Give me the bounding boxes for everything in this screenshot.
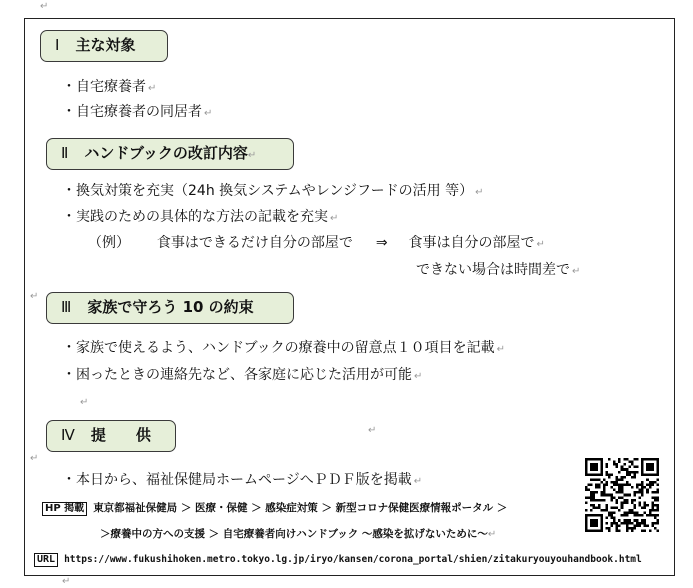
- section-numeral: Ⅳ: [61, 426, 75, 444]
- list-item: ・自宅療養者の同居者 ↵: [62, 104, 213, 120]
- section-numeral: Ⅲ: [61, 298, 72, 316]
- url-line: [34, 553, 642, 567]
- hp-tag: HP 掲載: [42, 502, 87, 516]
- hp-path-line-2: ＞療養中の方への支援 ＞ 自宅療養者向けハンドブック 〜感染を拡げないために〜↵: [100, 528, 497, 540]
- arrow-icon: ⇒: [375, 235, 388, 251]
- section-heading-3: [46, 292, 294, 324]
- paragraph-mark: ↵: [40, 1, 49, 12]
- url-tag: URL: [34, 553, 58, 567]
- qr-code-icon: [585, 458, 659, 532]
- section-numeral: Ⅱ: [61, 144, 69, 162]
- list-item: ・困ったときの連絡先など、各家庭に応じた活用が可能 ↵: [62, 367, 423, 383]
- section-heading-1: [40, 30, 168, 62]
- section-numeral: Ⅰ: [55, 36, 60, 54]
- example-after: 食事は自分の部屋で: [408, 235, 535, 251]
- list-item: ・家族で使えるよう、ハンドブックの療養中の留意点１０項目を記載 ↵: [62, 340, 505, 356]
- list-item: ・換気対策を充実（24h 換気システムやレンジフードの活用 等） ↵: [62, 183, 484, 199]
- paragraph-mark: ↵: [30, 453, 39, 464]
- list-item: ・実践のための具体的な方法の記載を充実 ↵: [62, 209, 339, 225]
- example-before: 食事はできるだけ自分の部屋で: [156, 235, 353, 251]
- paragraph-mark: ↵: [80, 397, 89, 408]
- section-heading-2: Ⅱ ハンドブックの改訂内容↵: [46, 138, 294, 170]
- section-heading-4: [46, 420, 176, 452]
- list-item: ・本日から、福祉保健局ホームページへＰＤＦ版を掲載 ↵: [62, 472, 423, 488]
- list-item: ・自宅療養者 ↵: [62, 79, 157, 95]
- section-title: 家族で守ろう 10 の約束: [87, 298, 254, 316]
- url-link[interactable]: https://www.fukushihoken.metro.tokyo.lg.jp/iryo/kansen/corona_portal/shien/zitakuryouyouhandbook.html: [64, 554, 642, 565]
- paragraph-mark: ↵: [30, 291, 39, 302]
- section-title: ハンドブックの改訂内容: [84, 144, 248, 162]
- paragraph-mark: ↵: [62, 576, 71, 587]
- section-title: 主な対象: [75, 36, 136, 54]
- hp-path: 東京都福祉保健局 ＞ 医療・保健 ＞ 感染症対策 ＞ 新型コロナ保健医療情報ポータル ＞: [93, 502, 508, 514]
- example-label: （例）: [88, 235, 130, 251]
- hp-path-line-1: [42, 501, 507, 516]
- paragraph-mark: ↵: [368, 425, 377, 436]
- section-title: 提 供: [90, 426, 151, 444]
- example-line: （例） 食事はできるだけ自分の部屋で ⇒ 食事は自分の部屋で ↵: [88, 235, 545, 251]
- example-line-2: できない場合は時間差で ↵: [416, 262, 581, 278]
